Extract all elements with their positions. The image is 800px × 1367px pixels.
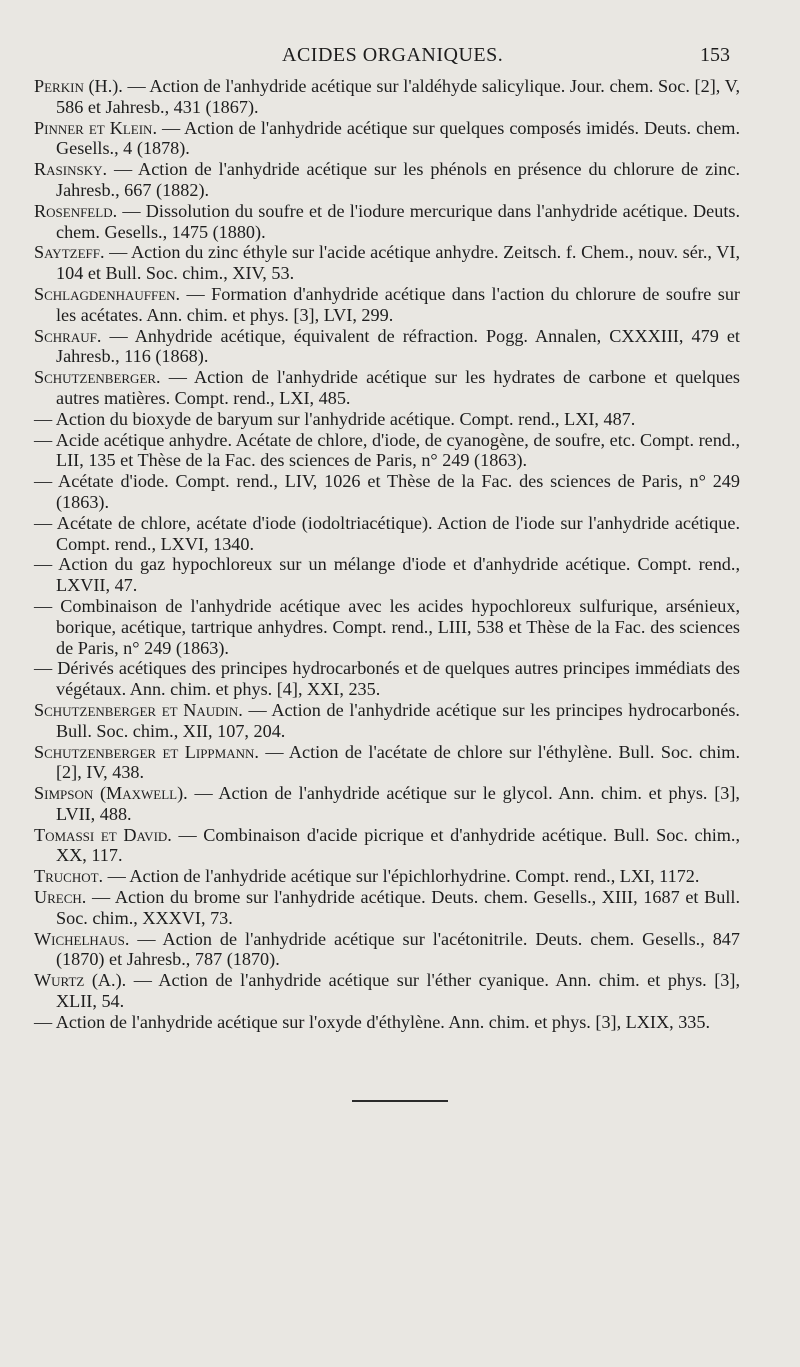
reference-entry [34, 76, 740, 118]
reference-entry [34, 554, 740, 596]
reference-text: — Dérivés acétiques des principes hydrocarbonés et de quelques autres principes immédiats des végétaux. Ann. chim. et phys. [4], XXI, 235. [34, 658, 740, 700]
reference-author: Wurtz (A.). [34, 970, 127, 991]
reference-text: — Action de l'anhydride acétique sur l'oxyde d'éthylène. Ann. chim. et phys. [3], LXIX, 335. [34, 1011, 711, 1032]
reference-entry [34, 658, 740, 700]
reference-author: Schutzenberger. [34, 367, 161, 388]
reference-entry [34, 201, 740, 243]
reference-entry [34, 242, 740, 284]
page-header [0, 40, 800, 70]
reference-text: — Action du brome sur l'anhydride acétique. Deuts. chem. Gesells., XIII, 1687 et Bull. Soc. chim., XXXVI, 73. [56, 887, 740, 928]
reference-text: — Action de l'acétate de chlore sur l'éthylène. Bull. Soc. chim. [2], IV, 438. [56, 741, 740, 783]
reference-text: — Acide acétique anhydre. Acétate de chlore, d'iode, de cyanogène, de soufre, etc. Compt. rend., LII, 135 et Thèse de la Fac. des sciences de Paris, n° 249 (1863). [34, 429, 740, 471]
reference-text: — Action de l'anhydride acétique sur quelques composés imidés. Deuts. chem. Gesells., 4 (1878). [56, 117, 740, 159]
section-divider [352, 1100, 448, 1102]
reference-text: — Formation d'anhydride acétique dans l'action du chlorure de soufre sur les acétates. Ann. chim. et phys. [3], LVI, 299. [56, 283, 740, 325]
reference-text: — Anhydride acétique, équivalent de réfraction. Pogg. Annalen, CXXXIII, 479 et Jahresb., 116 (1868). [56, 325, 740, 367]
reference-text: — Action de l'anhydride acétique sur les principes hydrocarbonés. Bull. Soc. chim., XII, 107, 204. [56, 699, 740, 741]
reference-author: Saytzeff. [34, 242, 105, 263]
reference-list [34, 76, 740, 1033]
reference-author: Truchot. [34, 866, 104, 887]
reference-text: — Action de l'anhydride acétique sur le glycol. Ann. chim. et phys. [3], LVII, 488. [56, 783, 740, 824]
reference-entry [34, 866, 740, 887]
reference-entry [34, 742, 740, 784]
reference-author: Tomassi et David. [34, 824, 172, 845]
reference-entry [34, 471, 740, 513]
reference-text: — Action de l'anhydride acétique sur les phénols en présence du chlorure de zinc. Jahresb., 667 (1882). [56, 159, 740, 200]
reference-text: — Acétate d'iode. Compt. rend., LIV, 1026 et Thèse de la Fac. des sciences de Paris, n° 249 (1863). [34, 471, 740, 512]
reference-entry [34, 929, 740, 971]
reference-author: Wichelhaus. [34, 928, 130, 949]
reference-text: — Action du bioxyde de baryum sur l'anhydride acétique. Compt. rend., LXI, 487. [34, 408, 636, 429]
reference-entry [34, 513, 740, 555]
reference-entry [34, 430, 740, 472]
reference-author: Pinner et Klein. [34, 117, 157, 138]
reference-entry [34, 118, 740, 160]
reference-entry [34, 326, 740, 368]
reference-text: — Action de l'anhydride acétique sur l'éther cyanique. Ann. chim. et phys. [3], XLII, 54. [56, 970, 740, 1012]
reference-text: — Action du zinc éthyle sur l'acide acétique anhydre. Zeitsch. f. Chem., nouv. sér., VI, 104 et Bull. Soc. chim., XIV, 53. [56, 242, 740, 284]
reference-text: — Action du gaz hypochloreux sur un mélange d'iode et d'anhydride acétique. Compt. rend., LXVII, 47. [34, 554, 740, 596]
reference-entry [34, 700, 740, 742]
reference-author: Perkin (H.). [34, 76, 123, 96]
reference-author: Schrauf. [34, 325, 102, 346]
reference-text: — Action de l'anhydride acétique sur l'aldéhyde salicylique. Jour. chem. Soc. [2], V, 586 et Jahresb., 431 (1867). [56, 76, 740, 117]
page-number: 153 [700, 44, 730, 66]
reference-entry [34, 970, 740, 1012]
reference-author: Rosenfeld. [34, 200, 118, 221]
reference-text: — Action de l'anhydride acétique sur l'acétonitrile. Deuts. chem. Gesells., 847 (1870) et Jahresb., 787 (1870). [56, 928, 740, 970]
reference-author: Simpson (Maxwell). [34, 783, 188, 804]
reference-text: — Action de l'anhydride acétique sur les hydrates de carbone et quelques autres matières. Compt. rend., LXI, 485. [56, 367, 740, 408]
reference-entry [34, 596, 740, 658]
reference-text: — Action de l'anhydride acétique sur l'épichlorhydrine. Compt. rend., LXI, 1172. [103, 866, 700, 887]
running-title: ACIDES ORGANIQUES. [282, 44, 504, 66]
reference-author: Schutzenberger et Naudin. [34, 699, 243, 720]
reference-entry [34, 783, 740, 825]
reference-entry [34, 159, 740, 201]
reference-author: Schlagdenhauffen. [34, 283, 181, 304]
reference-entry [34, 825, 740, 867]
reference-author: Schutzenberger et Lippmann. [34, 741, 259, 762]
reference-entry [34, 1012, 740, 1033]
reference-text: — Combinaison d'acide picrique et d'anhydride acétique. Bull. Soc. chim., XX, 117. [56, 824, 740, 866]
reference-entry [34, 367, 740, 409]
reference-entry [34, 887, 740, 929]
reference-text: — Acétate de chlore, acétate d'iode (iodoltriacétique). Action de l'iode sur l'anhydride acétique. Compt. rend., LXVI, 1340. [34, 512, 740, 554]
reference-entry [34, 284, 740, 326]
reference-text: — Dissolution du soufre et de l'iodure mercurique dans l'anhydride acétique. Deuts. chem. Gesells., 1475 (1880). [56, 200, 740, 242]
reference-text: — Combinaison de l'anhydride acétique avec les acides hypochloreux sulfurique, arsénieux, borique, acétique, tartrique anhydres. Compt. rend., LIII, 538 et Thèse de la Fac. des sciences de Paris, n° 249 (1863). [34, 595, 740, 658]
reference-author: Rasinsky. [34, 159, 108, 180]
reference-entry [34, 409, 740, 430]
reference-author: Urech. [34, 887, 87, 908]
